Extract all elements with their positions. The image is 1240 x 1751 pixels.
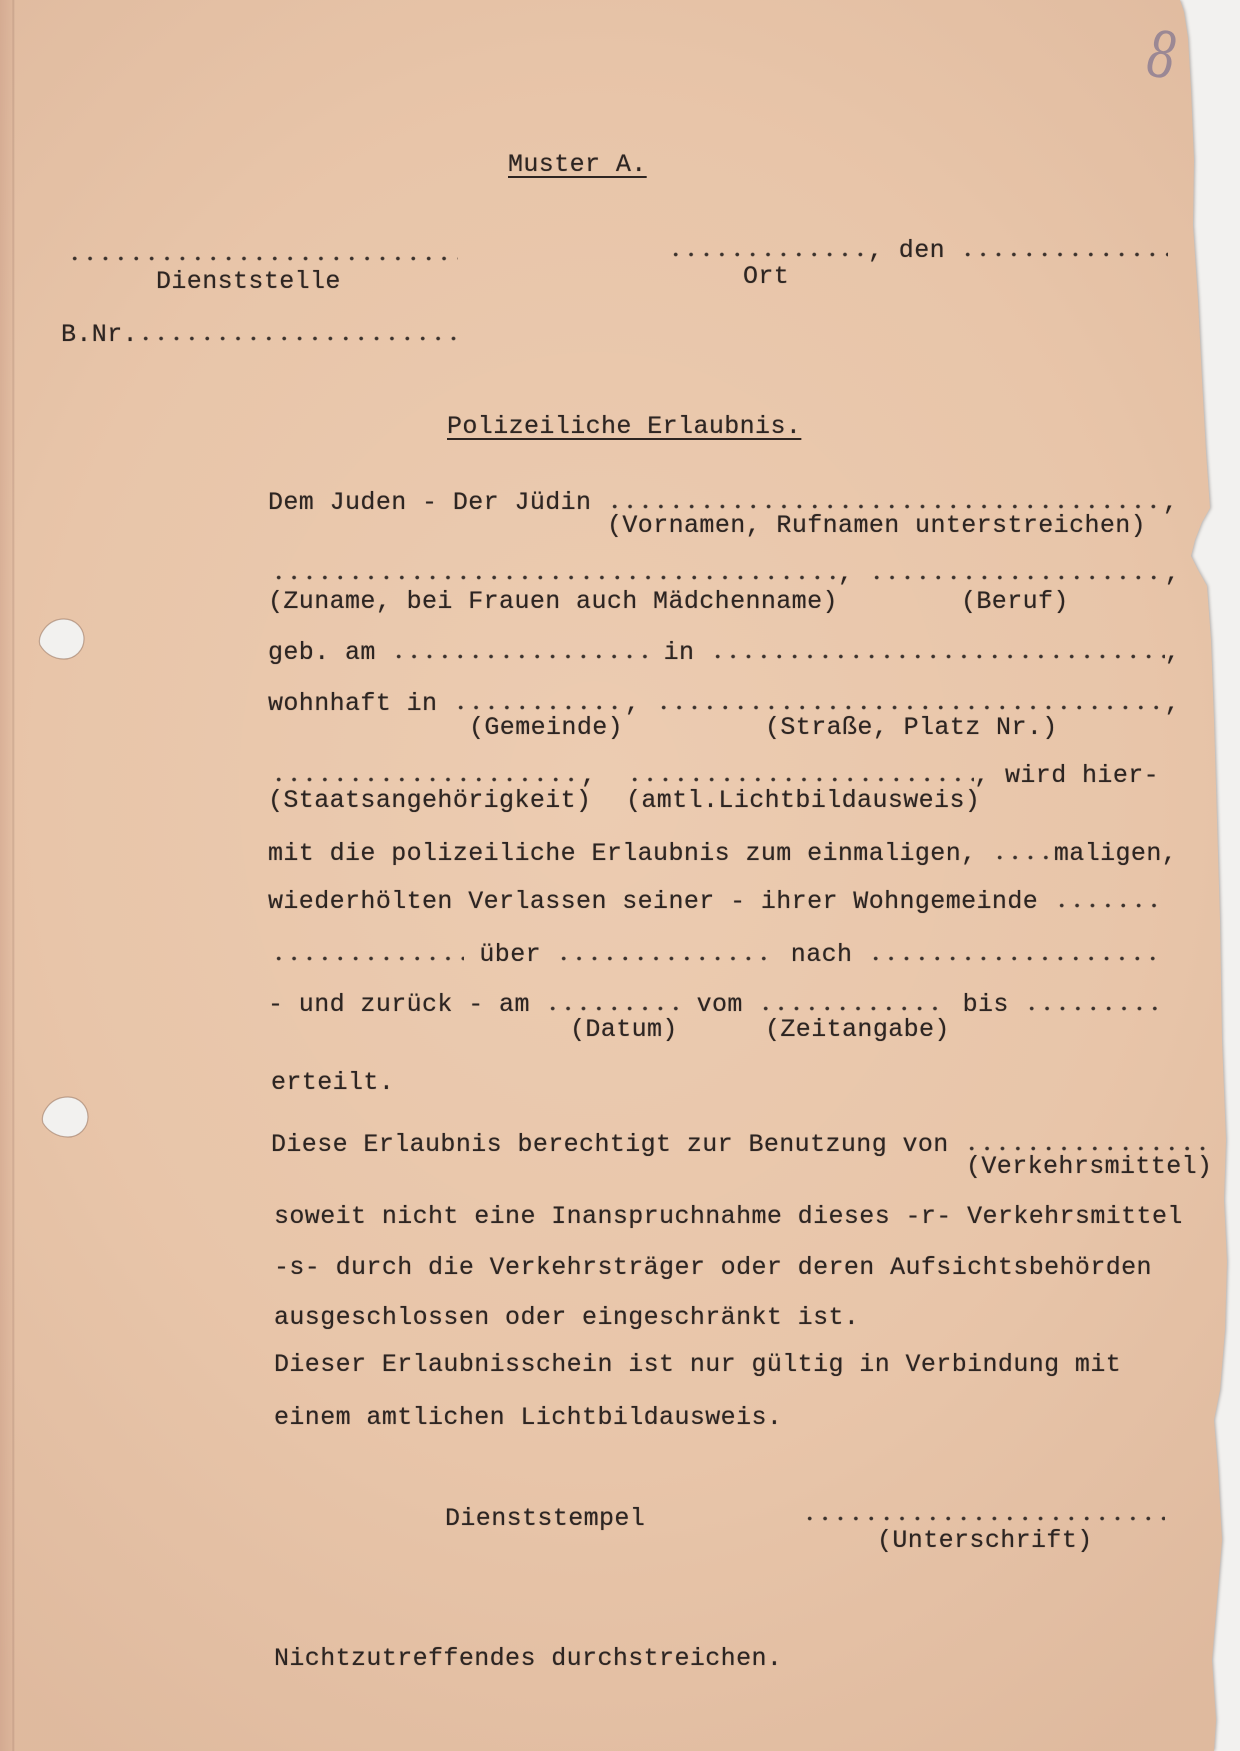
destination-blank[interactable] xyxy=(868,956,1161,961)
photo-id-hint: (amtl.Lichtbildausweis) xyxy=(626,786,981,815)
date-field-blank[interactable] xyxy=(545,1006,681,1011)
document-title: Polizeiliche Erlaubnis. xyxy=(447,412,802,441)
condition-line: soweit nicht eine Inanspruchnahme dieses -r- Verkehrsmittel xyxy=(274,1202,1183,1231)
via-label: über xyxy=(479,940,542,969)
street-comma: , xyxy=(1164,689,1181,718)
transport-blank[interactable] xyxy=(964,1146,1210,1151)
time-from-blank[interactable] xyxy=(758,1006,947,1011)
nationality-blank[interactable] xyxy=(271,777,581,782)
times-suffix: maligen, xyxy=(1053,839,1178,868)
to-label: nach xyxy=(790,940,853,969)
date-connector: den xyxy=(898,236,946,265)
nationality-comma: , xyxy=(581,761,597,790)
condition-line: Dieser Erlaubnisschein ist nur gültig in Verbindung mit xyxy=(274,1350,1122,1379)
signature-blank[interactable] xyxy=(802,1516,1165,1521)
birth-line xyxy=(268,638,1180,668)
home-municipality-blank[interactable] xyxy=(1054,903,1162,908)
surname-blank[interactable] xyxy=(271,575,838,580)
street-blank[interactable] xyxy=(656,705,1165,710)
time-hint: (Zeitangabe) xyxy=(765,1015,950,1044)
municipality-hint: (Gemeinde) xyxy=(469,713,624,742)
photo-id-comma: , xyxy=(974,761,990,790)
leaving-line xyxy=(268,887,1162,917)
residence-label: wohnhaft in xyxy=(268,689,438,718)
first-names-blank[interactable] xyxy=(607,504,1163,509)
profession-blank[interactable] xyxy=(869,575,1165,580)
reference-label: B.Nr. xyxy=(61,320,139,349)
first-names-comma: , xyxy=(1162,488,1179,517)
return-line xyxy=(268,990,1160,1020)
condition-line: einem amtlichen Lichtbildausweis. xyxy=(274,1403,783,1432)
birth-date-blank[interactable] xyxy=(391,654,648,659)
permission-text: mit die polizeiliche Erlaubnis zum einmaligen, xyxy=(268,839,977,868)
first-names-hint: (Vornamen, Rufnamen unterstreichen) xyxy=(607,511,1147,540)
until-label: bis xyxy=(962,990,1009,1019)
surname-comma: , xyxy=(838,559,854,588)
condition-line: -s- durch die Verkehrsträger oder deren Aufsichtsbehörden xyxy=(274,1253,1152,1282)
municipality-blank[interactable] xyxy=(453,705,625,710)
punch-hole-upper xyxy=(39,619,84,659)
born-in-label: in xyxy=(663,638,695,667)
times-blank[interactable] xyxy=(992,855,1054,860)
time-until-blank[interactable] xyxy=(1024,1006,1160,1011)
photo-id-blank[interactable] xyxy=(627,777,974,782)
granted-text: erteilt. xyxy=(271,1068,395,1097)
birth-comma: , xyxy=(1164,638,1181,667)
office-line xyxy=(67,240,458,270)
date-blank[interactable] xyxy=(960,252,1168,257)
born-on-label: geb. am xyxy=(268,638,376,667)
handwritten-page-number: 8 xyxy=(1143,17,1180,96)
leaving-text: wiederhölten Verlassen seiner - ihrer Wohngemeinde xyxy=(268,887,1039,916)
reference-blank[interactable] xyxy=(138,336,461,341)
birth-place-blank[interactable] xyxy=(710,654,1165,659)
route-line xyxy=(271,940,1161,970)
transport-hint: (Verkehrsmittel) xyxy=(966,1152,1213,1181)
signature-hint: (Unterschrift) xyxy=(877,1526,1093,1555)
date-hint: (Datum) xyxy=(570,1015,678,1044)
place-comma: , xyxy=(868,236,884,265)
profession-hint: (Beruf) xyxy=(961,587,1069,616)
origin-blank[interactable] xyxy=(271,956,464,961)
form-label: Muster A. xyxy=(508,150,647,179)
stamp-label: Dienststempel xyxy=(445,1504,646,1533)
street-hint: (Straße, Platz Nr.) xyxy=(765,713,1058,742)
from-label: vom xyxy=(696,990,743,1019)
surname-line xyxy=(271,559,1180,589)
profession-comma: , xyxy=(1164,559,1181,588)
via-blank[interactable] xyxy=(556,956,775,961)
granted-continuation: wird hier- xyxy=(1005,761,1160,790)
reference-line xyxy=(61,320,461,350)
municipality-comma: , xyxy=(624,689,641,718)
punch-hole-lower xyxy=(42,1097,88,1137)
place-blank[interactable] xyxy=(668,252,868,257)
transport-text: Diese Erlaubnis berechtigt zur Benutzung von xyxy=(271,1130,949,1159)
person-intro: Dem Juden - Der Jüdin xyxy=(268,488,592,517)
surname-hint: (Zuname, bei Frauen auch Mädchenname) xyxy=(268,587,838,616)
nationality-hint: (Staatsangehörigkeit) xyxy=(268,786,592,815)
office-label: Dienststelle xyxy=(156,267,341,296)
office-blank[interactable] xyxy=(67,256,458,261)
condition-line: ausgeschlossen oder eingeschränkt ist. xyxy=(274,1303,860,1332)
place-label: Ort xyxy=(743,262,790,291)
return-label: - und zurück - am xyxy=(268,990,530,1019)
footnote: Nichtzutreffendes durchstreichen. xyxy=(274,1644,783,1673)
permission-line xyxy=(268,839,1177,869)
